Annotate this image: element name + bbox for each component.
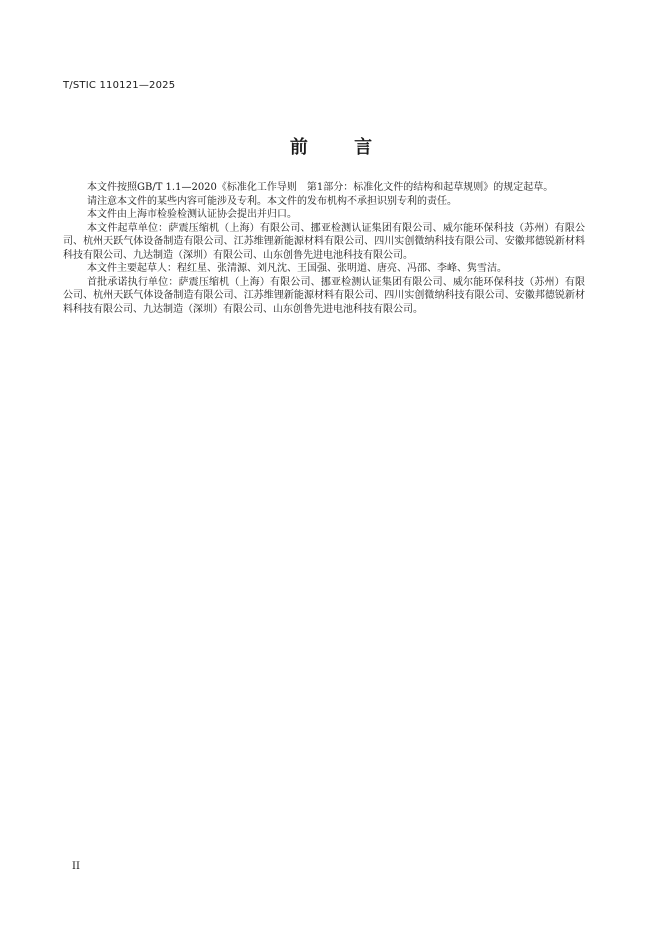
- paragraph-main-drafters: 本文件主要起草人：程红星、张清源、刘凡沈、王国强、张明道、唐亮、冯邵、李峰、隽雪洁。: [87, 263, 507, 274]
- paragraph-first-adopters: 首批承诺执行单位：萨震压缩机（上海）有限公司、挪亚检测认证集团有限公司、威尔能环保科技（苏州）有限公司、杭州天跃气体设备制造有限公司、江苏维锂新能源材料有限公司、四川实创微纳科技有限公司、安徽邦德锐新材料科技有限公司、九达制造（深圳）有限公司、山东创鲁先进电池科技有限公司。: [63, 276, 585, 315]
- foreword-body: [63, 181, 585, 316]
- page-number: II: [72, 861, 80, 872]
- page-title: 前 言: [289, 137, 393, 158]
- paragraph-patent-notice: 请注意本文件的某些内容可能涉及专利。本文件的发布机构不承担识别专利的责任。: [87, 195, 457, 207]
- paragraph-drafting-rules: 本文件按照GB/T 1.1—2020《标准化工作导则 第1部分：标准化文件的结构和起草规则》的规定起草。: [87, 182, 554, 193]
- paragraph-proposer: 本文件由上海市检验检测认证协会提出并归口。: [87, 209, 297, 220]
- paragraph-drafting-units: 本文件起草单位：萨震压缩机（上海）有限公司、挪亚检测认证集团有限公司、威尔能环保科技（苏州）有限公司、杭州天跃气体设备制造有限公司、江苏维锂新能源材料有限公司、四川实创微纳科技有限公司、安徽邦德锐新材料科技有限公司、九达制造（深圳）有限公司、山东创鲁先进电池科技有限公司。: [63, 222, 585, 261]
- document-id: T/STIC 110121—2025: [63, 80, 176, 91]
